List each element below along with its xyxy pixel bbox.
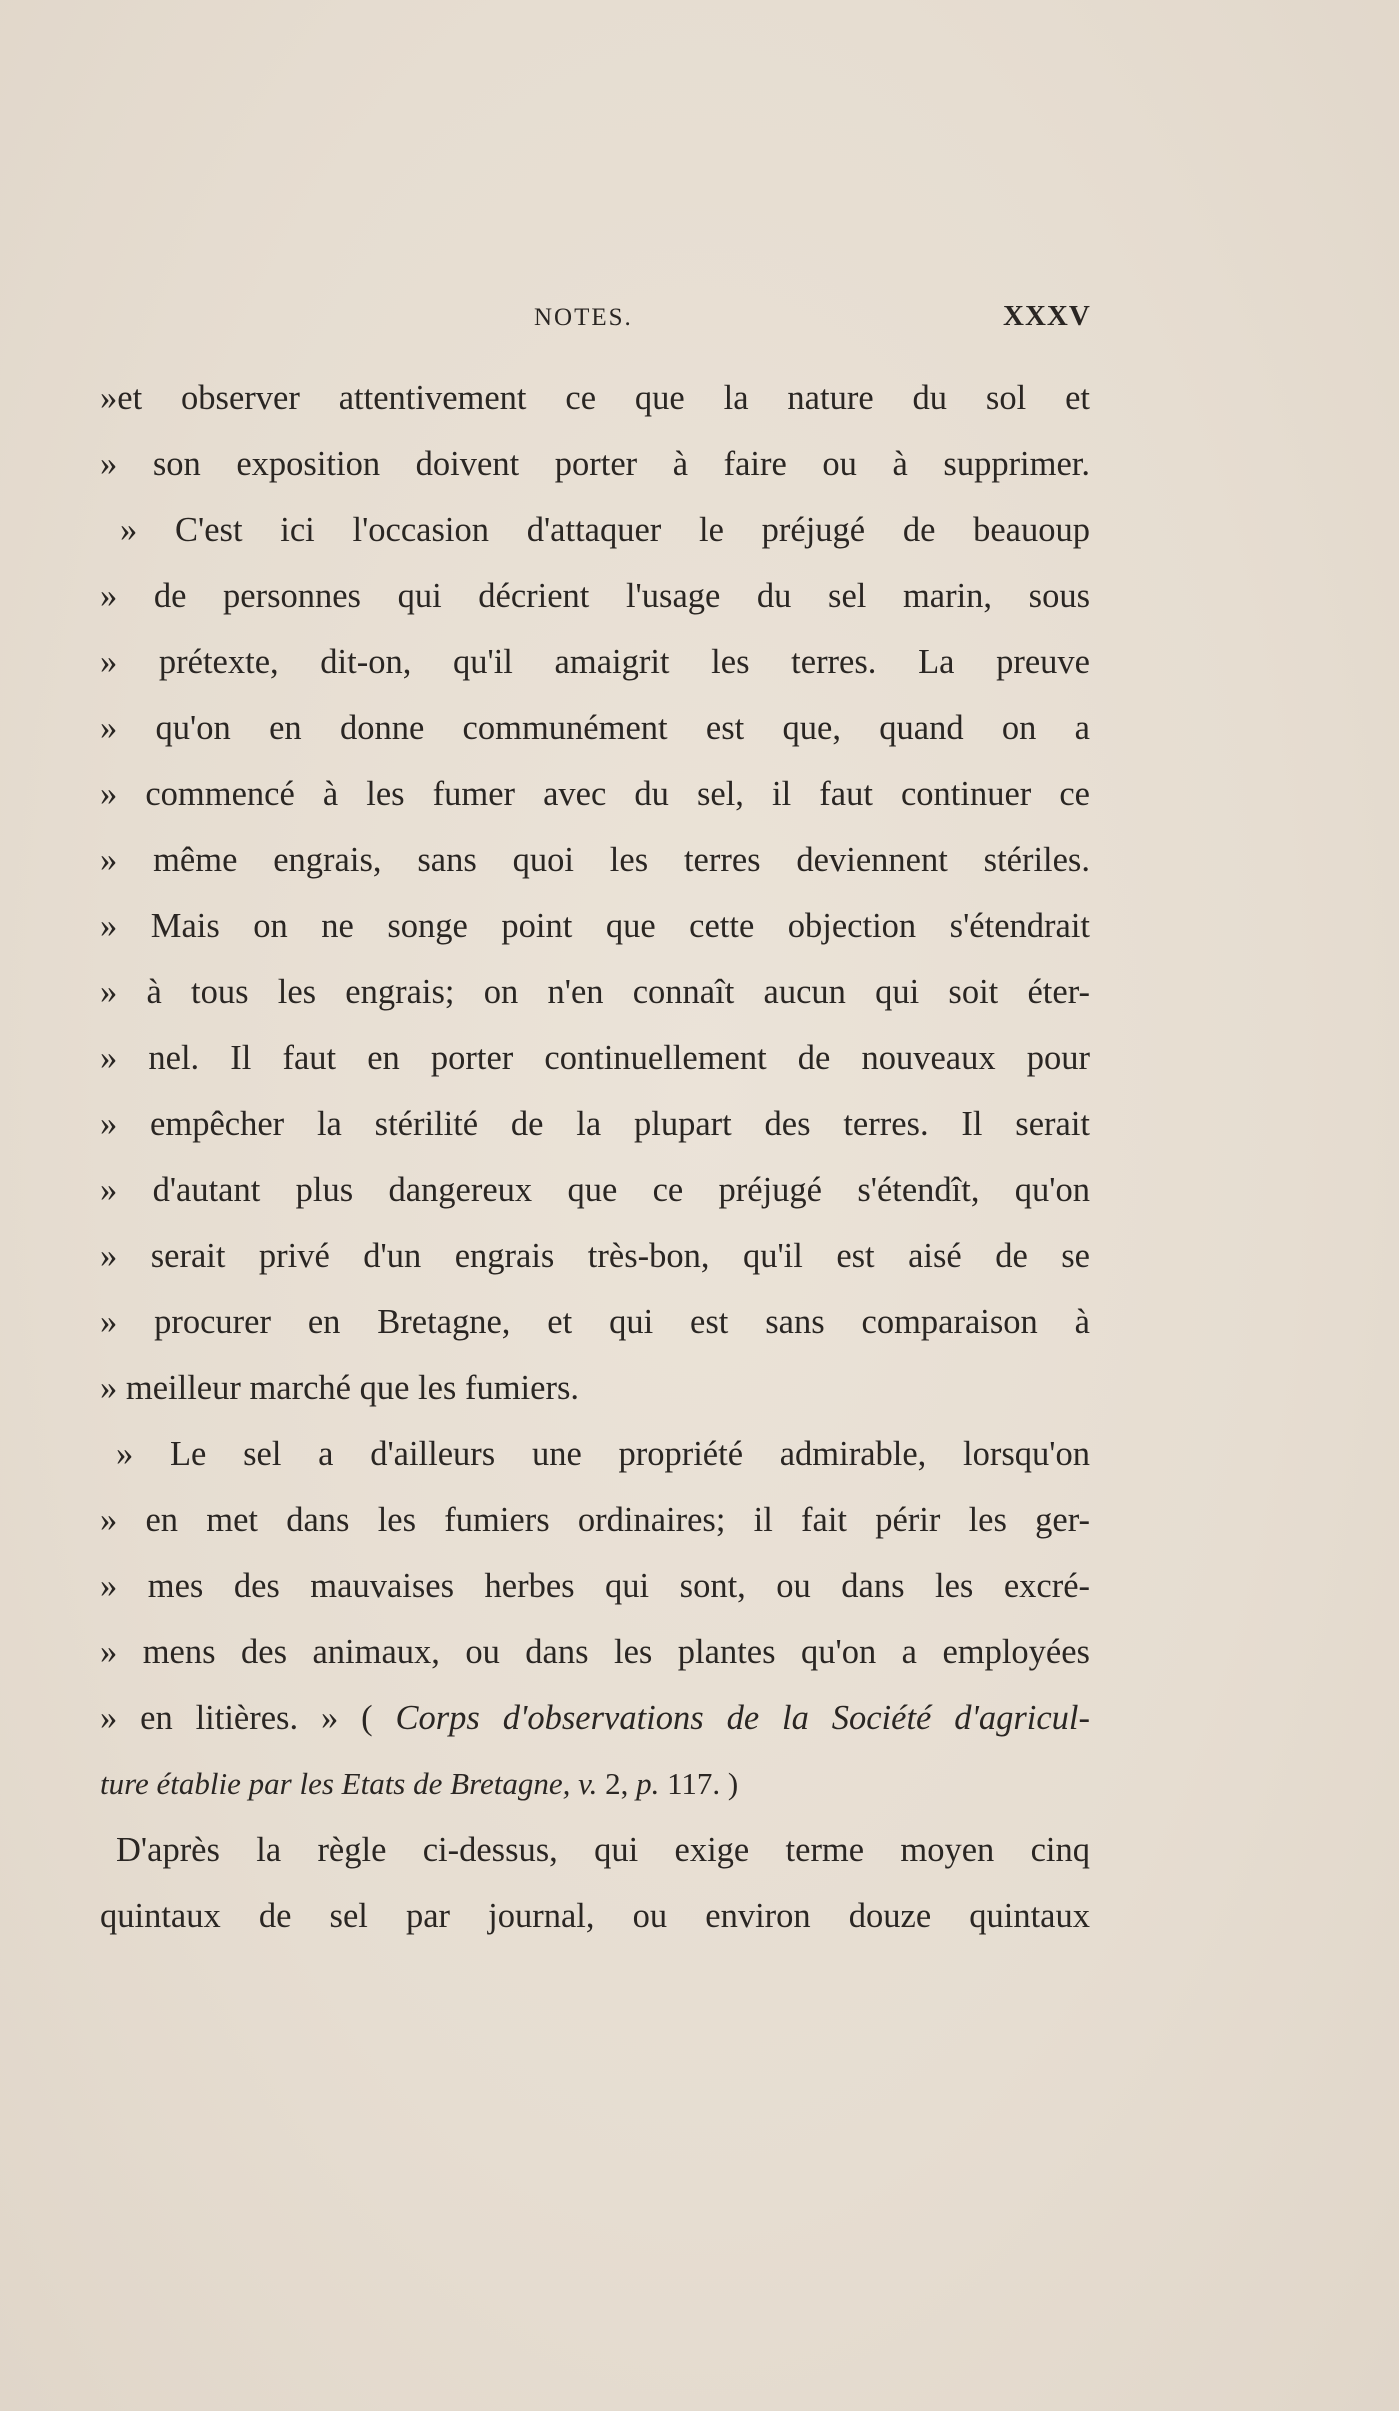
text-line: » procurer en Bretagne, et qui est sans comparaison à [100,1303,1090,1341]
text-line: D'après la règle ci-dessus, qui exige terme moyen cinq [116,1831,1090,1869]
text-line: » nel. Il faut en porter continuellement de nouveaux pour [100,1039,1090,1077]
citation-page-end: 117. ) [659,1766,739,1801]
text-line: » même engrais, sans quoi les terres deviennent stériles. [100,841,1090,879]
citation-line-2 [100,1751,1090,1817]
text-line: » empêcher la stérilité de la plupart des terres. Il serait [100,1105,1090,1143]
text-line: » qu'on en donne communément est que, quand on a [100,709,1090,747]
text-line: » à tous les engrais; on n'en connaît aucun qui soit éter- [100,973,1090,1011]
text-line: » commencé à les fumer avec du sel, il faut continuer ce [100,775,1090,813]
text-line: » d'autant plus dangereux que ce préjugé s'étendît, qu'on [100,1171,1090,1209]
text-line: » mes des mauvaises herbes qui sont, ou dans les excré- [100,1567,1090,1605]
text-line: » Le sel a d'ailleurs une propriété admirable, lorsqu'on [116,1435,1090,1473]
page-number: XXXV [1003,300,1091,332]
citation-line-1 [100,1685,1090,1751]
citation-page-abbrev: p. [636,1766,660,1801]
text-line: » mens des animaux, ou dans les plantes qu'on a employées [100,1633,1090,1671]
page-header [0,300,1399,344]
citation-volume: 2, [597,1766,637,1801]
citation-source-italic-2: ture établie par les Etats de Bretagne, v. [100,1766,598,1801]
text-line: » de personnes qui décrient l'usage du sel marin, sous [100,577,1090,615]
text-line: »et observer attentivement ce que la nature du sol et [100,379,1090,417]
text-line: » meilleur marché que les fumiers. [100,1369,579,1407]
text-line: » son exposition doivent porter à faire ou à supprimer. [100,445,1090,483]
text-line: » C'est ici l'occasion d'attaquer le préjugé de beauoup [120,511,1090,549]
citation-source-italic: Corps d'observations de la Société d'agricul- [395,1699,1090,1737]
text-line: » Mais on ne songe point que cette objection s'étendrait [100,907,1090,945]
running-title: NOTES. [534,304,633,331]
text-line: » serait privé d'un engrais très-bon, qu'il est aisé de se [100,1237,1090,1275]
text-line: » en met dans les fumiers ordinaires; il fait périr les ger- [100,1501,1090,1539]
text-line: » prétexte, dit-on, qu'il amaigrit les terres. La preuve [100,643,1090,681]
citation-lead: » en litières. » ( [100,1699,396,1737]
text-line: quintaux de sel par journal, ou environ douze quintaux [100,1897,1090,1935]
